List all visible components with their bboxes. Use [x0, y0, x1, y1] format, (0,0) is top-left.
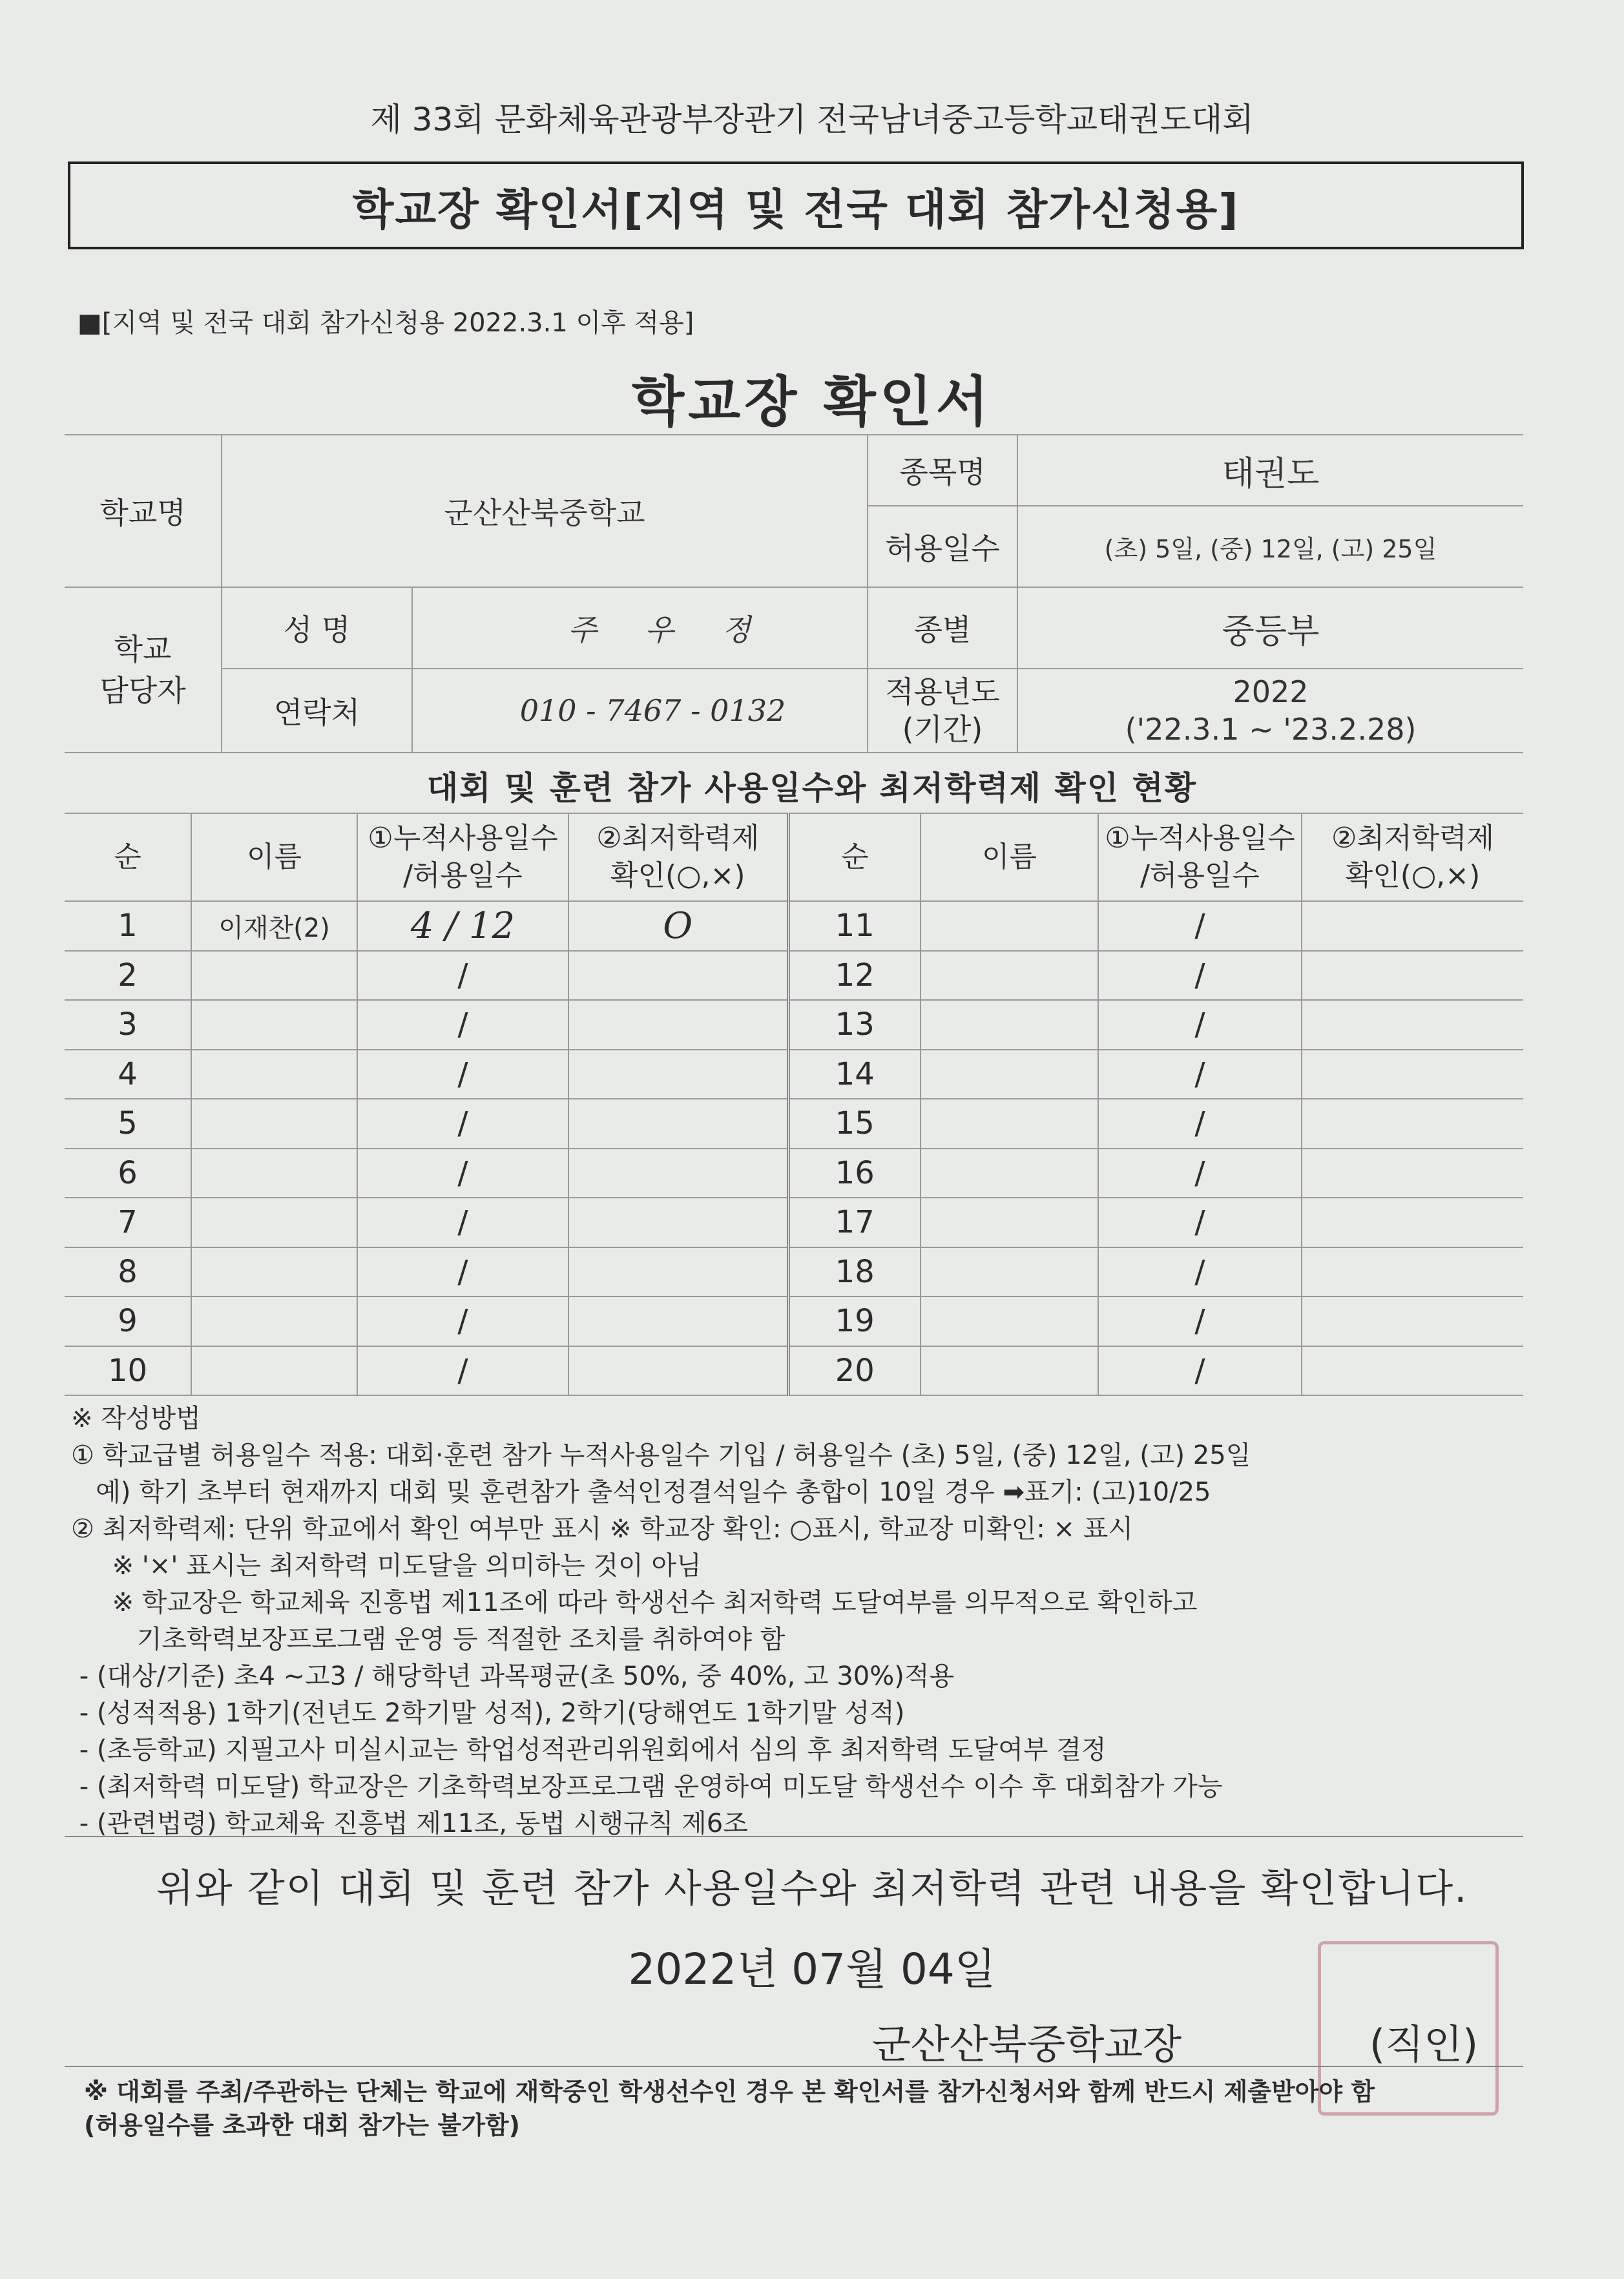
row-academic: [568, 1296, 788, 1346]
instruction-line: ※ 학교장은 학교체육 진흥법 제11조에 따라 학생선수 최저학력 도달여부를 의무적으로 확인하고: [71, 1588, 1198, 1618]
row-days: /: [1098, 1198, 1302, 1247]
row-academic: [1302, 1099, 1523, 1149]
row-number: 6: [65, 1149, 191, 1198]
boxed-title-text: 학교장 확인서[지역 및 전국 대회 참가신청용]: [352, 184, 1240, 234]
col-header-academic: ②최저학력제 확인(○,×): [568, 813, 788, 901]
table-row: [65, 951, 1523, 1001]
allowed-days-label: 허용일수: [868, 506, 1017, 587]
row-name: [921, 901, 1098, 951]
confirmation-statement: 위와 같이 대회 및 훈련 참가 사용일수와 최저학력 관련 내용을 확인합니다.: [156, 1866, 1468, 1911]
row-number: 16: [788, 1149, 921, 1198]
col-header-no: 순: [788, 813, 921, 901]
instruction-line: 예) 학기 초부터 현재까지 대회 및 훈련참가 출석인정결석일수 총합이 10일 경우 ➡표기: (고)10/25: [71, 1477, 1211, 1507]
row-academic: [568, 1099, 788, 1149]
row-academic: [1302, 1149, 1523, 1198]
instruction-line: - (성적적용) 1학기(전년도 2학기말 성적), 2학기(당해연도 1학기말 성적): [71, 1698, 905, 1728]
instruction-line: - (초등학교) 지필고사 미실시교는 학업성적관리위원회에서 심의 후 최저학력 도달여부 결정: [71, 1735, 1107, 1765]
table-row: [65, 1247, 1523, 1297]
sport-label: 종목명: [868, 435, 1017, 506]
confirmation-date: 2022년 07월 04일: [628, 1944, 996, 1994]
footnote: [84, 2075, 1375, 2142]
year-value: 2022: [1233, 674, 1309, 709]
year-cell: [1017, 669, 1523, 753]
row-name: [191, 1000, 357, 1050]
row-academic: [1302, 1296, 1523, 1346]
row-number: 9: [65, 1296, 191, 1346]
row-days: /: [357, 1000, 568, 1050]
school-info-table: [65, 434, 1523, 753]
row-academic: [1302, 1346, 1523, 1396]
instruction-line: ② 최저학력제: 단위 학교에서 확인 여부만 표시 ※ 학교장 확인: ○표시, 학교장 미확인: × 표시: [71, 1514, 1134, 1544]
row-days: /: [357, 1149, 568, 1198]
status-table-title: 대회 및 훈련 참가 사용일수와 최저학력제 확인 현황: [426, 769, 1198, 807]
row-days: /: [1098, 901, 1302, 951]
row-academic: [568, 1149, 788, 1198]
event-title: 제 33회 문화체육관광부장관기 전국남녀중고등학교태권도대회: [370, 101, 1254, 138]
seal-label: (직인): [1369, 2021, 1479, 2068]
row-academic: [568, 1000, 788, 1050]
row-academic: [568, 1346, 788, 1396]
row-number: 15: [788, 1099, 921, 1149]
footnote-line: (허용일수를 초과한 대회 참가는 불가함): [84, 2111, 520, 2139]
row-days: /: [1098, 1099, 1302, 1149]
row-academic: [1302, 901, 1523, 951]
boxed-document-title: [68, 161, 1524, 249]
contact-phone-handwritten: 010 - 7467 - 0132: [412, 669, 868, 753]
col-header-name: 이름: [191, 813, 357, 901]
school-name-label: 학교명: [65, 435, 222, 587]
row-name: [921, 1296, 1098, 1346]
row-name: [191, 1149, 357, 1198]
year-label: 적용년도 (기간): [868, 669, 1017, 753]
allowed-days-value: (초) 5일, (중) 12일, (고) 25일: [1017, 506, 1523, 587]
row-academic: [568, 951, 788, 1001]
row-name: [921, 1247, 1098, 1297]
row-days: /: [357, 951, 568, 1001]
instruction-line: ※ '×' 표시는 최저학력 미도달을 의미하는 것이 아님: [71, 1551, 702, 1581]
row-number: 17: [788, 1198, 921, 1247]
row-name: [191, 1296, 357, 1346]
table-row: [65, 1050, 1523, 1099]
row-academic: [1302, 1050, 1523, 1099]
table-row: [65, 901, 1523, 951]
instruction-line: - (관련법령) 학교체육 진흥법 제11조, 동법 시행규칙 제6조: [71, 1809, 748, 1838]
row-name: [921, 1000, 1098, 1050]
footnote-line: ※ 대회를 주최/주관하는 단체는 학교에 재학중인 학생선수인 경우 본 확인서를 참가신청서와 함께 반드시 제출받아야 함: [84, 2077, 1375, 2106]
row-days: /: [1098, 1149, 1302, 1198]
row-days: /: [357, 1099, 568, 1149]
row-days: /: [357, 1050, 568, 1099]
row-number: 2: [65, 951, 191, 1001]
instruction-line: ① 학교급별 허용일수 적용: 대회·훈련 참가 누적사용일수 기입 / 허용일수 (초) 5일, (중) 12일, (고) 25일: [71, 1441, 1251, 1470]
row-number: 1: [65, 901, 191, 951]
instruction-line: 기초학력보장프로그램 운영 등 적절한 조치를 취하여야 함: [71, 1625, 786, 1654]
row-number: 11: [788, 901, 921, 951]
row-name: [921, 1346, 1098, 1396]
row-days: 4 / 12: [357, 901, 568, 951]
row-name: [191, 951, 357, 1001]
row-name: 이재찬(2): [191, 901, 357, 951]
table-header-row: [65, 813, 1523, 901]
principal-name: 군산산북중학교장: [872, 2021, 1182, 2068]
row-number: 20: [788, 1346, 921, 1396]
row-number: 10: [65, 1346, 191, 1396]
row-number: 7: [65, 1198, 191, 1247]
row-name: [191, 1198, 357, 1247]
row-days: /: [1098, 951, 1302, 1001]
contact-person-label: 학교 담당자: [65, 587, 222, 753]
phone-label: 연락처: [222, 669, 412, 753]
row-days: /: [357, 1198, 568, 1247]
row-days: /: [1098, 1296, 1302, 1346]
row-name: [921, 1198, 1098, 1247]
row-academic: [1302, 951, 1523, 1001]
row-academic: [1302, 1000, 1523, 1050]
row-days: /: [357, 1247, 568, 1297]
table-row: [65, 1000, 1523, 1050]
row-name: [191, 1099, 357, 1149]
table-row: [65, 1198, 1523, 1247]
row-name: [921, 951, 1098, 1001]
apply-note: ■[지역 및 전국 대회 참가신청용 2022.3.1 이후 적용]: [78, 308, 694, 338]
participation-table: [65, 813, 1523, 1396]
row-academic: [1302, 1198, 1523, 1247]
row-academic: [1302, 1247, 1523, 1297]
instructions: [71, 1400, 1525, 1842]
school-name-value: 군산산북중학교: [222, 435, 868, 587]
table-row: [65, 1296, 1523, 1346]
row-number: 12: [788, 951, 921, 1001]
row-name: [191, 1050, 357, 1099]
table-row: [65, 1099, 1523, 1149]
contact-name-handwritten: 주 우 정: [412, 587, 868, 669]
division-label: 종별: [868, 587, 1017, 669]
col-header-academic: ②최저학력제 확인(○,×): [1302, 813, 1523, 901]
row-number: 19: [788, 1296, 921, 1346]
row-days: /: [1098, 1346, 1302, 1396]
instruction-line: - (대상/기준) 초4 ~고3 / 해당학년 과목평균(초 50%, 중 40%, 고 30%)적용: [71, 1661, 955, 1691]
row-name: [921, 1050, 1098, 1099]
row-number: 18: [788, 1247, 921, 1297]
row-name: [921, 1149, 1098, 1198]
row-academic: [568, 1198, 788, 1247]
row-number: 8: [65, 1247, 191, 1297]
row-days: /: [357, 1346, 568, 1396]
row-academic: [568, 1247, 788, 1297]
instructions-heading: ※ 작성방법: [71, 1404, 201, 1433]
instruction-line: - (최저학력 미도달) 학교장은 기초학력보장프로그램 운영하여 미도달 학생선수 이수 후 대회참가 가능: [71, 1772, 1223, 1802]
division-value: 중등부: [1017, 587, 1523, 669]
col-header-name: 이름: [921, 813, 1098, 901]
sport-value: 태권도: [1017, 435, 1523, 506]
period-value: ('22.3.1 ~ '23.2.28): [1125, 712, 1417, 747]
row-days: /: [1098, 1247, 1302, 1297]
row-name: [191, 1346, 357, 1396]
row-number: 13: [788, 1000, 921, 1050]
row-academic: O: [568, 901, 788, 951]
col-header-days: ①누적사용일수 /허용일수: [1098, 813, 1302, 901]
name-label: 성 명: [222, 587, 412, 669]
divider: [65, 1836, 1523, 1837]
divider: [65, 2066, 1523, 2067]
row-days: /: [357, 1296, 568, 1346]
table-row: [65, 1346, 1523, 1396]
table-row: [65, 1149, 1523, 1198]
row-name: [191, 1247, 357, 1297]
row-academic: [568, 1050, 788, 1099]
row-number: 5: [65, 1099, 191, 1149]
row-days: /: [1098, 1000, 1302, 1050]
page-title: 학교장 확인서: [631, 370, 993, 433]
row-number: 4: [65, 1050, 191, 1099]
row-name: [921, 1099, 1098, 1149]
row-number: 14: [788, 1050, 921, 1099]
row-days: /: [1098, 1050, 1302, 1099]
row-number: 3: [65, 1000, 191, 1050]
col-header-no: 순: [65, 813, 191, 901]
col-header-days: ①누적사용일수 /허용일수: [357, 813, 568, 901]
